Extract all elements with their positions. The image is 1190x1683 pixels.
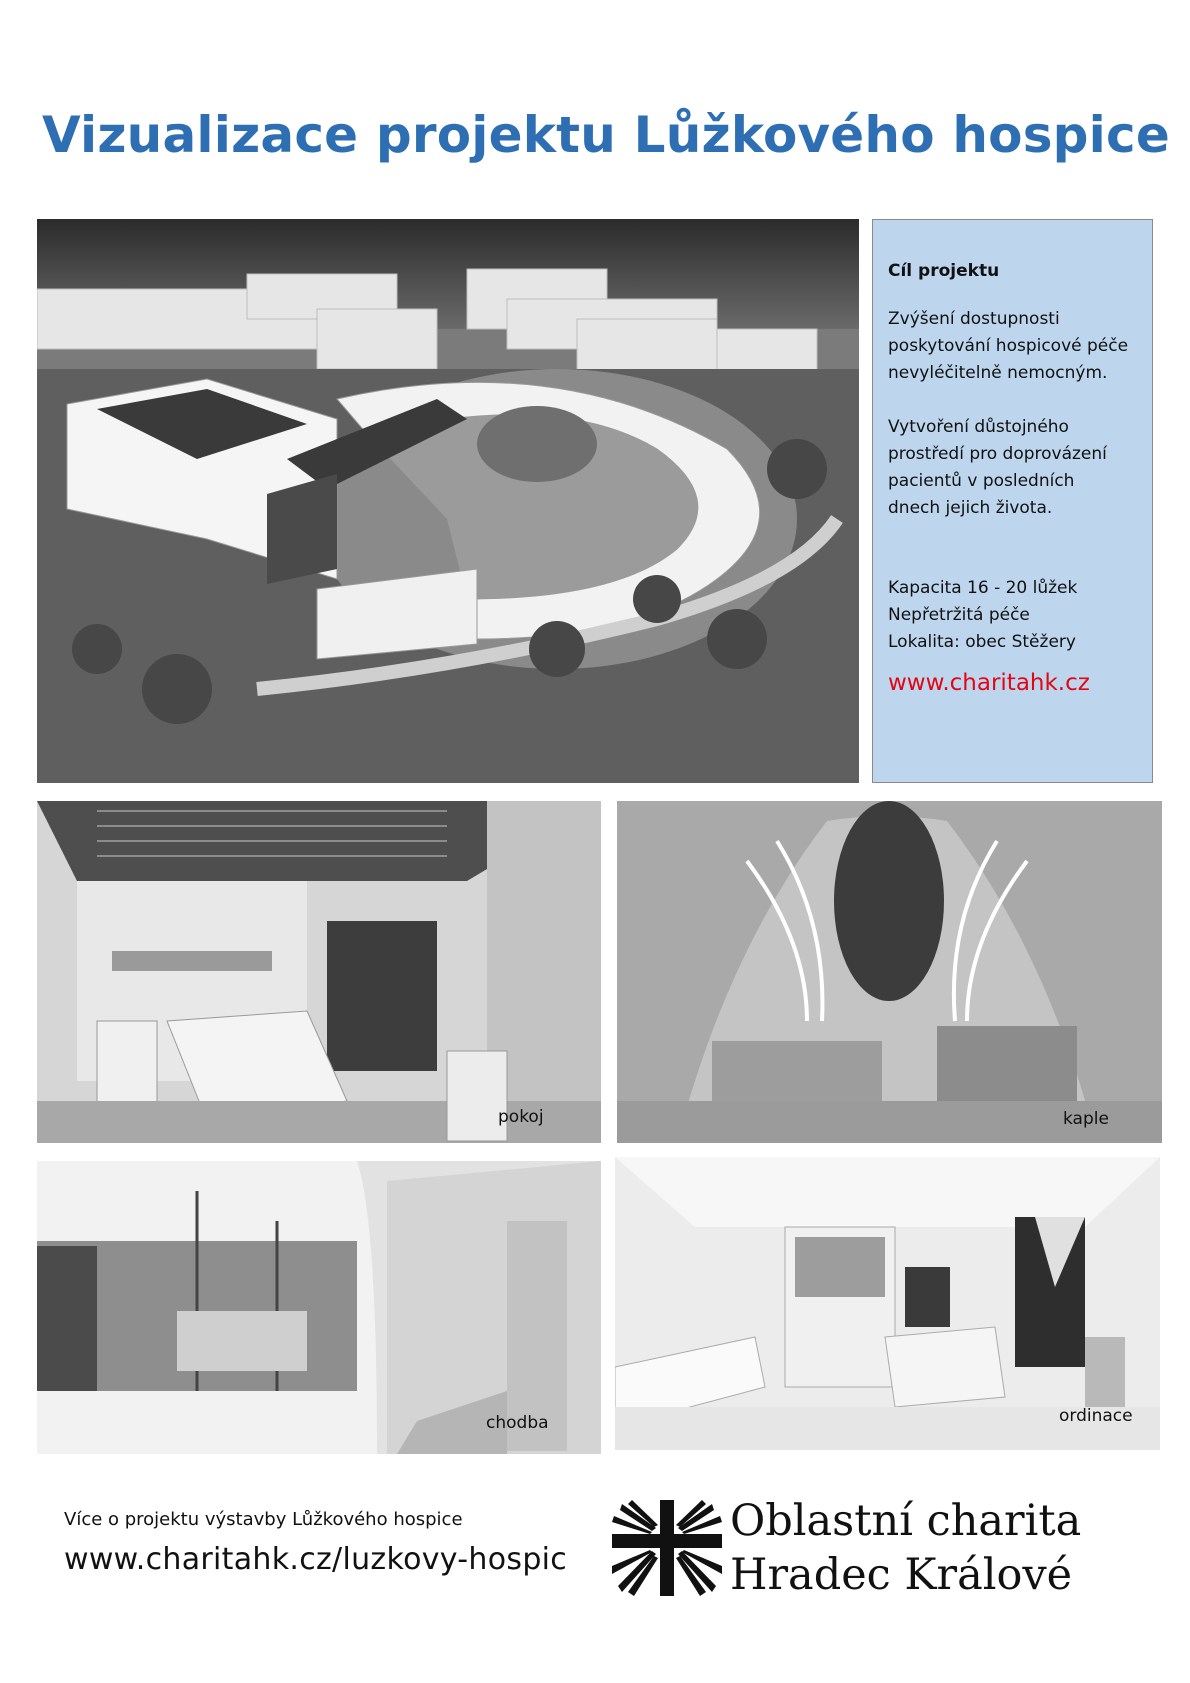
corridor-caption: chodba <box>486 1413 549 1433</box>
facts-list <box>888 575 1152 656</box>
room-photo <box>37 801 601 1143</box>
goal-line: nevyléčitelně nemocným. <box>888 363 1108 383</box>
project-info-box <box>872 219 1153 783</box>
goal-line: dnech jejich života. <box>888 498 1053 518</box>
corridor-photo <box>37 1161 601 1454</box>
project-goal-heading: Cíl projektu <box>888 261 1000 281</box>
chapel-caption: kaple <box>1063 1109 1109 1129</box>
goal-line: prostředí pro doprovázení <box>888 444 1107 464</box>
location-fact: Lokalita: obec Stěžery <box>888 632 1076 652</box>
goal-paragraph-2 <box>888 414 1152 522</box>
goal-line: Vytvoření důstojného <box>888 417 1069 437</box>
goal-line: pacientů v posledních <box>888 471 1075 491</box>
organization-name-line-2: Hradec Králové <box>730 1550 1073 1600</box>
room-caption: pokoj <box>498 1107 544 1127</box>
organization-name <box>730 1494 1081 1602</box>
organization-name-line-1: Oblastní charita <box>730 1496 1082 1546</box>
website-link[interactable]: www.charitahk.cz <box>888 670 1090 696</box>
goal-paragraph-1 <box>888 306 1152 387</box>
chapel-photo <box>617 801 1162 1143</box>
footer-info <box>64 1509 567 1577</box>
page-title: Vizualizace projektu Lůžkového hospice <box>42 106 1170 164</box>
capacity-fact: Kapacita 16 - 20 lůžek <box>888 578 1078 598</box>
goal-line: poskytování hospicové péče <box>888 336 1129 356</box>
goal-line: Zvýšení dostupnosti <box>888 309 1060 329</box>
care-fact: Nepřetržitá péče <box>888 605 1030 625</box>
caritas-logo-icon <box>612 1500 722 1596</box>
office-photo <box>615 1157 1160 1450</box>
office-caption: ordinace <box>1059 1406 1133 1426</box>
aerial-visualization-image <box>37 219 859 783</box>
more-info-text: Více o projektu výstavby Lůžkového hospice <box>64 1509 463 1530</box>
project-url-link[interactable]: www.charitahk.cz/luzkovy-hospic <box>64 1542 568 1577</box>
